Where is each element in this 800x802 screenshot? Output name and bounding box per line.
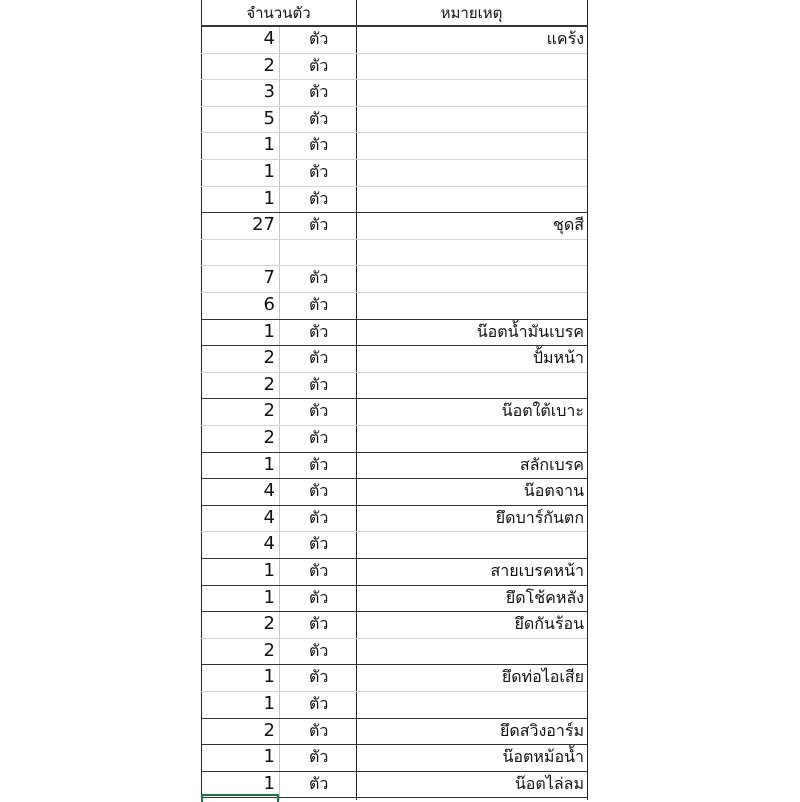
qty-cell[interactable]: 1: [263, 746, 275, 768]
note-cell[interactable]: น๊อตน้ำมันเบรค: [476, 321, 584, 341]
qty-cell[interactable]: 4: [263, 28, 275, 49]
unit-cell[interactable]: ตัว: [309, 295, 329, 314]
table-row: [201, 744, 587, 771]
qty-cell[interactable]: 4: [263, 506, 275, 528]
note-cell[interactable]: ยึดสวิงอาร์ม: [499, 720, 584, 740]
qty-cell[interactable]: 2: [263, 719, 275, 741]
unit-cell[interactable]: ตัว: [309, 268, 329, 288]
table-row: [201, 186, 587, 213]
qty-cell[interactable]: 1: [263, 772, 275, 794]
table-row: [201, 53, 587, 80]
note-cell[interactable]: ยึดบาร์กันตก: [495, 507, 584, 527]
unit-cell[interactable]: ตัว: [309, 614, 329, 634]
unit-cell[interactable]: ตัว: [309, 162, 329, 181]
note-cell[interactable]: แคร้ง: [546, 29, 584, 48]
unit-cell[interactable]: ตัว: [309, 29, 329, 48]
note-cell[interactable]: ยึดท่อไอเสีย: [501, 667, 584, 687]
unit-cell[interactable]: ตัว: [309, 534, 329, 554]
header-note[interactable]: หมายเหตุ: [440, 4, 503, 22]
note-cell[interactable]: สลักเบรค: [519, 454, 584, 474]
table-row: [201, 159, 587, 186]
note-cell[interactable]: [358, 53, 587, 80]
note-cell[interactable]: [358, 638, 587, 665]
active-cell-selection[interactable]: [201, 794, 279, 802]
note-cell[interactable]: [358, 292, 587, 319]
unit-cell[interactable]: ตัว: [309, 135, 329, 155]
table-row: [201, 425, 587, 452]
unit-cell[interactable]: ตัว: [309, 215, 329, 235]
unit-cell[interactable]: ตัว: [309, 720, 329, 740]
table-row: [201, 664, 587, 691]
qty-cell[interactable]: 1: [263, 134, 275, 156]
qty-cell[interactable]: 4: [263, 533, 275, 555]
table-row: [201, 212, 587, 239]
qty-cell[interactable]: 1: [263, 586, 275, 608]
qty-cell[interactable]: 2: [263, 347, 275, 369]
note-cell[interactable]: น๊อตใต้เบาะ: [501, 401, 584, 421]
qty-cell[interactable]: 2: [263, 639, 275, 661]
unit-cell[interactable]: ตัว: [309, 561, 329, 580]
note-cell[interactable]: [358, 132, 587, 159]
unit-cell[interactable]: ตัว: [309, 667, 329, 687]
qty-cell[interactable]: 1: [263, 161, 275, 182]
note-cell[interactable]: [358, 79, 587, 106]
table-row: [201, 452, 587, 479]
qty-cell[interactable]: 1: [263, 320, 275, 342]
note-cell[interactable]: น๊อตหม้อน้ำ: [502, 747, 584, 767]
qty-cell[interactable]: [201, 239, 278, 266]
qty-cell[interactable]: 1: [263, 187, 275, 209]
table-row: [201, 372, 587, 399]
qty-cell[interactable]: 2: [263, 427, 275, 448]
note-cell[interactable]: น๊อตไล่ลม: [514, 773, 584, 793]
qty-cell[interactable]: 3: [263, 81, 275, 103]
note-cell[interactable]: [358, 239, 587, 266]
qty-cell[interactable]: 7: [263, 267, 275, 289]
table-row: [201, 558, 587, 585]
table-row: [201, 26, 587, 53]
note-cell[interactable]: [358, 265, 587, 292]
unit-cell[interactable]: ตัว: [309, 747, 329, 767]
table-row: [201, 611, 587, 638]
unit-cell[interactable]: ตัว: [309, 82, 329, 102]
qty-cell[interactable]: 2: [263, 613, 275, 635]
note-cell[interactable]: ปั้มหน้า: [532, 348, 584, 368]
unit-cell[interactable]: ตัว: [309, 694, 329, 713]
note-cell[interactable]: สายเบรคหน้า: [490, 561, 584, 580]
qty-cell[interactable]: 2: [263, 54, 275, 76]
table-row: [201, 398, 587, 425]
unit-cell[interactable]: [309, 239, 353, 266]
note-cell[interactable]: น๊อตจาน: [523, 481, 584, 501]
unit-cell[interactable]: ตัว: [309, 481, 329, 501]
table-row: [201, 292, 587, 319]
qty-cell[interactable]: 5: [263, 107, 275, 129]
note-cell[interactable]: ยึดกันร้อน: [514, 614, 584, 634]
note-cell[interactable]: [358, 425, 587, 452]
note-cell[interactable]: ยึดโช้คหลัง: [505, 587, 584, 607]
note-cell[interactable]: [358, 159, 587, 186]
note-cell[interactable]: [358, 186, 587, 213]
note-cell[interactable]: [358, 106, 587, 133]
qty-cell[interactable]: 4: [263, 480, 275, 502]
table-row: [201, 132, 587, 159]
table-row: [201, 585, 587, 612]
unit-cell[interactable]: ตัว: [309, 428, 329, 447]
table-row: [201, 691, 587, 718]
qty-cell[interactable]: 1: [263, 693, 275, 714]
unit-cell[interactable]: ตัว: [309, 374, 329, 394]
unit-cell[interactable]: ตัว: [309, 640, 329, 660]
qty-cell[interactable]: 2: [263, 400, 275, 422]
table-row: [201, 239, 587, 266]
qty-cell[interactable]: 1: [263, 666, 275, 688]
note-cell[interactable]: ชุดสี: [552, 215, 584, 235]
qty-cell[interactable]: 2: [263, 373, 275, 395]
table-row: [201, 718, 587, 745]
qty-cell[interactable]: 6: [263, 294, 275, 315]
unit-cell[interactable]: ตัว: [309, 454, 329, 474]
note-cell[interactable]: [358, 372, 587, 399]
unit-cell[interactable]: ตัว: [309, 108, 329, 128]
table-row: [201, 638, 587, 665]
table-row: [201, 265, 587, 292]
unit-cell[interactable]: ตัว: [309, 55, 329, 75]
unit-cell[interactable]: ตัว: [309, 188, 329, 208]
table-row: [201, 79, 587, 106]
unit-cell[interactable]: ตัว: [309, 507, 329, 527]
unit-cell[interactable]: ตัว: [309, 348, 329, 368]
table-row: [201, 106, 587, 133]
qty-cell[interactable]: 1: [263, 560, 275, 581]
unit-cell[interactable]: ตัว: [309, 321, 329, 341]
header-qty-unit[interactable]: จำนวนตัว: [246, 4, 311, 22]
unit-cell[interactable]: ตัว: [309, 773, 329, 793]
right-border: [587, 0, 588, 800]
unit-cell[interactable]: ตัว: [309, 587, 329, 607]
unit-cell[interactable]: ตัว: [309, 401, 329, 421]
table-row: [201, 531, 587, 558]
table-row: [201, 345, 587, 372]
note-cell[interactable]: [358, 531, 587, 558]
qty-cell[interactable]: 27: [252, 214, 275, 236]
note-cell[interactable]: [358, 691, 587, 718]
table-row: [201, 319, 587, 346]
qty-cell[interactable]: 1: [263, 453, 275, 475]
table-row: [201, 505, 587, 532]
table-row: [201, 478, 587, 505]
